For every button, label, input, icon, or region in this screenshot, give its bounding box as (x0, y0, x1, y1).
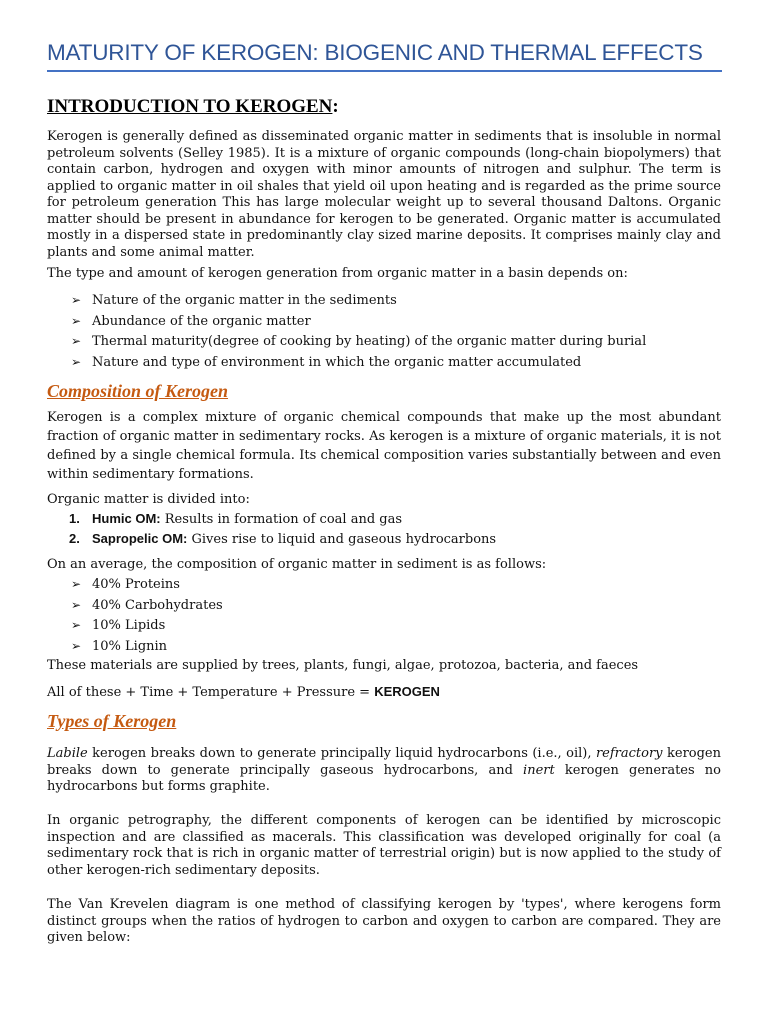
intro-heading (47, 96, 339, 118)
term-humic: Humic OM: (92, 511, 161, 526)
types-paragraph-2: In organic petrography, the different components of kerogen can be identified by microscopic inspection and are classified as macerals. This classification was developed originally for coal (a sedimentary rock that is rich in organic matter of terrestrial origin) but is now applied to the study of other kerogen-rich sedimentary deposits. (47, 813, 721, 878)
list-item-text: 10% Lipids (92, 618, 166, 633)
types-heading (47, 711, 176, 732)
om-types-list (47, 511, 717, 551)
list-item (47, 293, 717, 314)
list-item-text: Thermal maturity(degree of cooking by heating) of the organic matter during burial (92, 334, 647, 349)
arrow-bullet-icon: ➢ (71, 597, 82, 612)
equation-prefix: All of these + Time + Temperature + Pressure = (47, 685, 375, 700)
supplied-line: These materials are supplied by trees, plants, fungi, algae, protozoa, bacteria, and faeces (47, 658, 639, 673)
types-p1-part-a: kerogen breaks down to generate principally liquid hydrocarbons (i.e., oil), (87, 746, 596, 761)
document-title: MATURITY OF KEROGEN: BIOGENIC AND THERMAL EFFECTS (47, 40, 703, 65)
title-underline (47, 70, 722, 72)
composition-heading-text: Composition of Kerogen (47, 381, 229, 401)
equation-result: KEROGEN (374, 684, 440, 699)
divided-lead: Organic matter is divided into: (47, 492, 250, 507)
term-refractory: refractory (595, 746, 663, 761)
list-item (47, 598, 717, 619)
term-labile: Labile (47, 746, 88, 761)
list-item (47, 355, 717, 376)
percentage-list (47, 577, 717, 659)
arrow-bullet-icon: ➢ (71, 638, 82, 653)
intro-heading-text: INTRODUCTION TO KEROGEN (47, 96, 333, 117)
types-heading-text: Types of Kerogen (47, 711, 177, 731)
term-sapropelic: Sapropelic OM: (92, 531, 188, 546)
arrow-bullet-icon: ➢ (71, 334, 82, 348)
list-number: 2. (69, 531, 80, 546)
intro-heading-colon: : (332, 96, 339, 117)
arrow-bullet-icon: ➢ (71, 618, 82, 632)
list-item-text: Nature of the organic matter in the sediments (92, 293, 397, 308)
intro-lead: The type and amount of kerogen generation from organic matter in a basin depends on: (47, 266, 628, 281)
list-item (47, 531, 717, 551)
list-item-text: 10% Lignin (92, 638, 168, 654)
list-item (47, 314, 717, 335)
list-number: 1. (69, 511, 80, 526)
types-p1-part-b: kerogen breaks down to generate principally gaseous hydrocarbons, and (47, 746, 721, 778)
types-p1-part-c: kerogen generates no hydrocarbons but forms graphite. (47, 762, 722, 794)
list-item-text: Abundance of the organic matter (92, 313, 311, 329)
term-inert: inert (523, 762, 555, 778)
average-lead: On an average, the composition of organic matter in sediment is as follows: (47, 557, 547, 572)
arrow-bullet-icon: ➢ (71, 293, 82, 307)
arrow-bullet-icon: ➢ (71, 313, 82, 328)
term-desc: Results in formation of coal and gas (160, 512, 403, 527)
list-item (47, 577, 717, 598)
list-item (47, 334, 717, 355)
composition-paragraph: Kerogen is a complex mixture of organic chemical compounds that make up the most abundant fraction of organic matter in sedimentary rocks. As kerogen is a mixture of organic materials, it is not defined by a single chemical formula. Its chemical composition varies substantially between and even within sedimentary formations. (47, 410, 721, 482)
list-item (47, 618, 717, 639)
intro-paragraph: Kerogen is generally defined as disseminated organic matter in sediments that is insoluble in normal petroleum solvents (Selley 1985). It is a mixture of organic compounds (long-chain biopolymers) that contain carbon, hydrogen and oxygen with minor amounts of nitrogen and sulphur. The term is applied to organic matter in oil shales that yield oil upon heating and is regarded as the prime source for petroleum generation This has large molecular weight up to several thousand Daltons. Organic matter should be present in abundance for kerogen to be generated. Organic matter is accumulated mostly in a dispersed state in predominantly clay sized marine deposits. It comprises mainly clay and plants and some animal matter. (47, 129, 721, 260)
types-paragraph-3: The Van Krevelen diagram is one method of classifying kerogen by 'types', where kerogens form distinct groups when the ratios of hydrogen to carbon and oxygen to carbon are compared. They are given below: (47, 897, 721, 945)
list-item-text: 40% Proteins (92, 577, 180, 592)
kerogen-equation (47, 684, 440, 700)
arrow-bullet-icon: ➢ (71, 354, 82, 369)
composition-heading (47, 381, 228, 402)
list-item-text: 40% Carbohydrates (92, 597, 223, 613)
list-item (47, 511, 717, 531)
term-desc: Gives rise to liquid and gaseous hydrocarbons (187, 532, 497, 547)
types-paragraph-1 (47, 746, 721, 796)
arrow-bullet-icon: ➢ (71, 577, 82, 591)
intro-bullet-list (47, 293, 717, 375)
list-item (47, 639, 717, 660)
list-item-text: Nature and type of environment in which the organic matter accumulated (92, 354, 582, 370)
